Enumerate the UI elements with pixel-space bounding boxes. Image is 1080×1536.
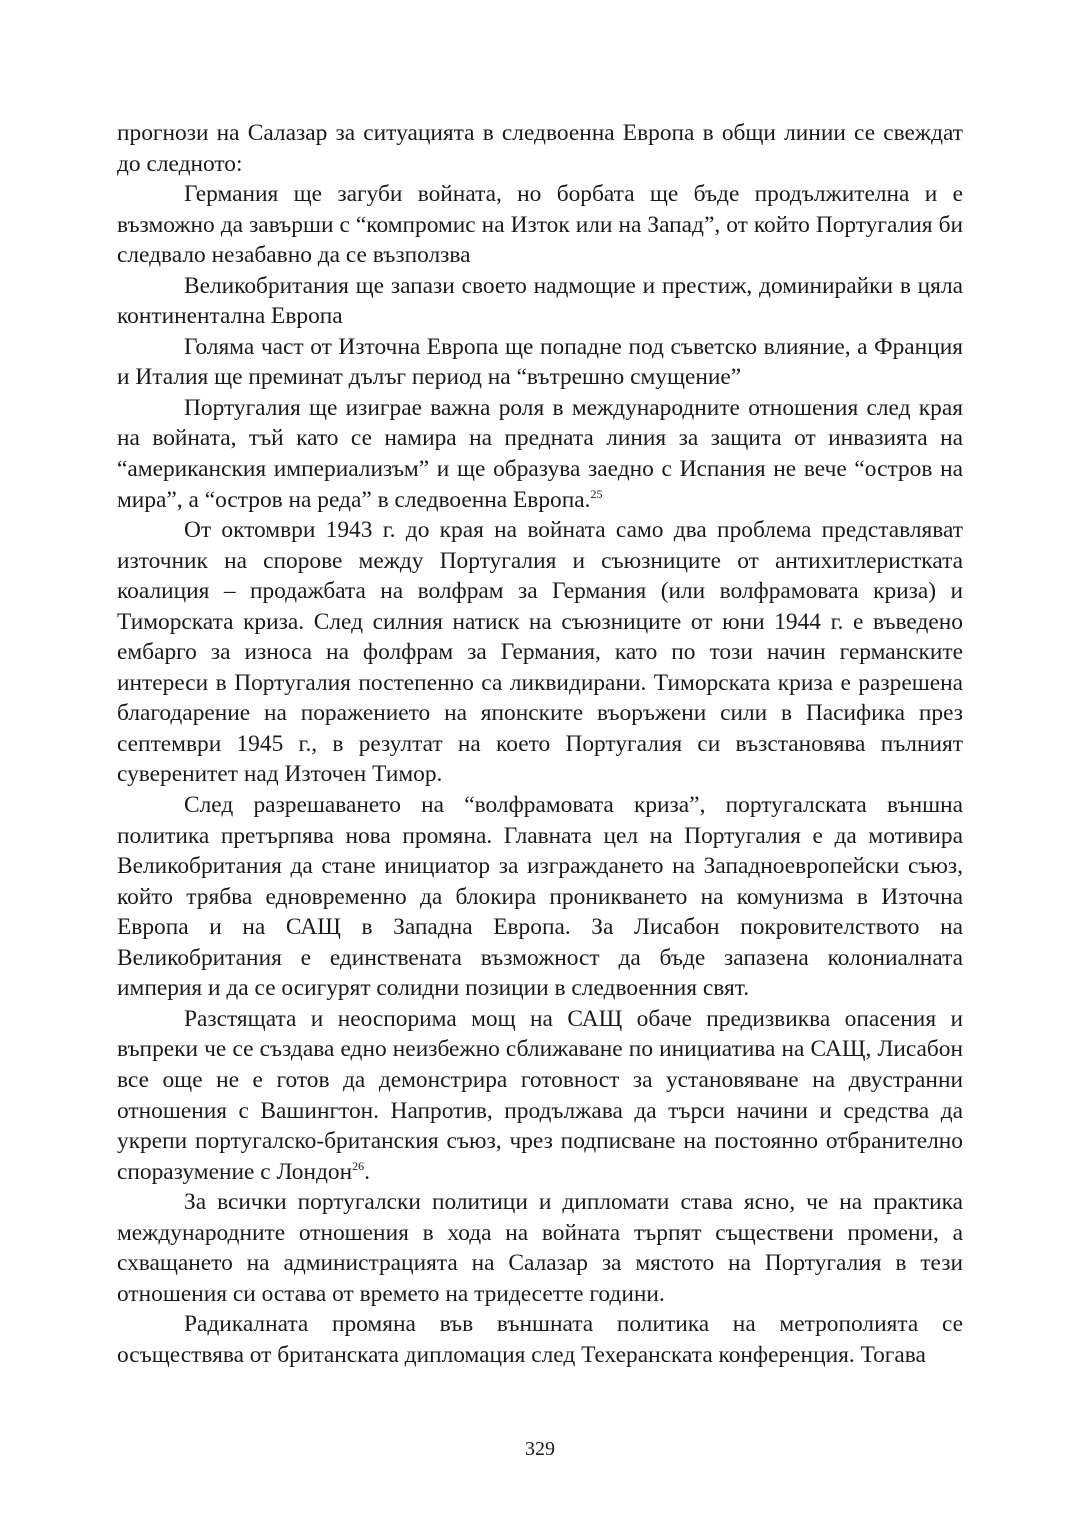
page-number: 329 [525, 1438, 555, 1460]
paragraph-text: Португалия ще изиграе важна роля в международните отношения след края на войната, тъй като се намира на предната линия за защита от инвазията на “американския империализъм” и ще образува заедно с Испания не вече “остров на мира”, а “остров на реда” в следвоенна Европа. [117, 394, 963, 513]
body-text [117, 118, 963, 1370]
footnote-marker: 26 [352, 1158, 365, 1173]
paragraph [117, 271, 963, 332]
paragraph-text: Голяма част от Източна Европа ще попадне под съветско влияние, а Франция и Италия ще преминат дълъг период на “вътрешно смущение” [117, 333, 963, 391]
paragraph [117, 332, 963, 393]
paragraph-tail: . [364, 1158, 370, 1185]
paragraph [117, 393, 963, 515]
paragraph-text: След разрешаването на “волфрамовата криза”, португалската външна политика претърпява нова промяна. Главната цел на Португалия е да мотивира Великобритания да стане инициатор за изграждането на Западноевропейски съюз, който трябва едновременно да блокира проникването на комунизма в Източна Европа и на САЩ в Западна Европа. За Лисабон покровителството на Великобритания е единствената възможност да бъде запазена колониалната империя и да се осигурят солидни позиции в следвоенния свят. [117, 792, 963, 1002]
paragraph [117, 179, 963, 271]
paragraph [117, 790, 963, 1004]
paragraph [117, 515, 963, 790]
paragraph-text: прогнози на Салазар за ситуацията в следвоенна Европа в общи линии се свеждат до следното: [117, 120, 963, 177]
paragraph-text: Великобритания ще запази своето надмощие и престиж, доминирайки в цяла континентална Европа [117, 272, 963, 330]
paragraph [117, 1004, 963, 1187]
paragraph-text: За всички португалски политици и дипломати става ясно, че на практика международните отношения в хода на войната търпят съществени промени, а схващането на администрацията на Салазар за мястото на Португалия в тези отношения си остава от времето на тридесетте години. [117, 1189, 963, 1307]
paragraph [117, 118, 963, 179]
paragraph-text: Радикалната промяна във външната политика на метрополията се осъществява от британската дипломация след Техеранската конференция. Тогава [117, 1311, 963, 1368]
paragraph-text: От октомври 1943 г. до края на войната само два проблема представляват източник на спорове между Португалия и съюзниците от антихитлеристката коалиция – продажбата на волфрам за Германия (или волфрамовата криза) и Тиморската криза. След силния натиск на съюзниците от юни 1944 г. е въведено ембарго за износа на фолфрам за Германия, като по този начин германските интереси в Португалия постепенно са ликвидирани. Тиморската криза е разрешена благодарение на поражението на японските въоръжени сили в Пасифика през септември 1945 г., в резултат на което Португалия си възстановява пълният суверенитет над Източен Тимор. [117, 517, 963, 788]
footnote-marker: 25 [590, 486, 603, 501]
paragraph [117, 1187, 963, 1309]
paragraph-text: Германия ще загуби войната, но борбата ще бъде продължителна и е възможно да завърши с “компромис на Изток или на Запад”, от който Португалия би следвало незабавно да се възползва [117, 181, 963, 269]
paragraph-text: Разстящата и неоспорима мощ на САЩ обаче предизвиква опасения и въпреки че се създава едно неизбежно сближаване по инициатива на САЩ, Лисабон все още не е готов да демонстрира готовност за установяване на двустранни отношения с Вашингтон. Напротив, продължава да търси начини и средства да укрепи португалско-британския съюз, чрез подписване на постоянно отбранително споразумение с Лондон [117, 1005, 963, 1185]
paragraph [117, 1309, 963, 1370]
